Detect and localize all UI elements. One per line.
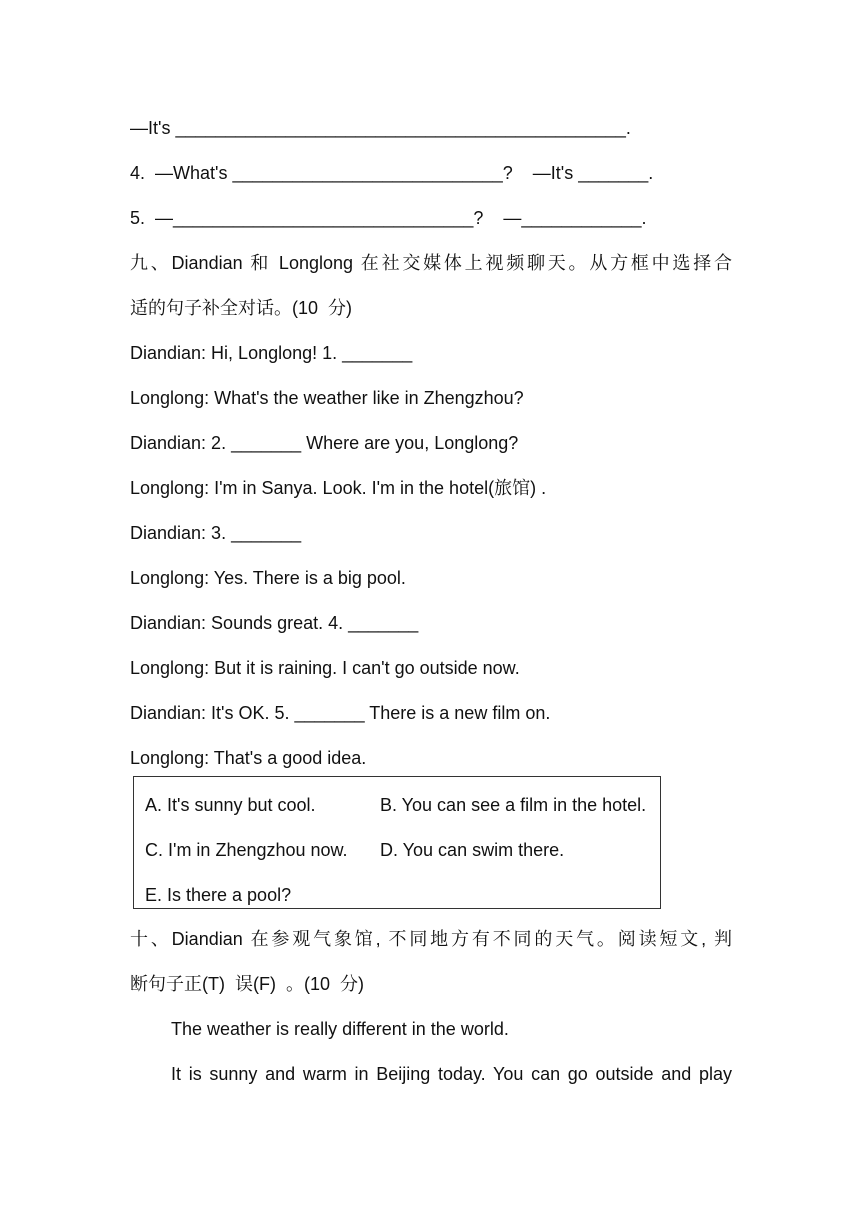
q8-answer-line: —It's _____________________________________________. <box>130 118 631 138</box>
section9-heading-cont: 适的句子补全对话。(10 分) <box>130 298 353 318</box>
dialogue-line: Diandian: It's OK. 5. _______ There is a new film on. <box>130 703 551 723</box>
section9-heading: 九、Diandian 和 Longlong 在社交媒体上视频聊天。从方框中选择合 <box>130 253 732 273</box>
option-a: A. It's sunny but cool. <box>145 795 316 815</box>
dialogue-line: Longlong: What's the weather like in Zhengzhou? <box>130 388 524 408</box>
section10-heading-cont: 断句子正(T) 误(F) 。(10 分) <box>130 974 364 994</box>
dialogue-line: Longlong: That's a good idea. <box>130 748 367 768</box>
section10-heading: 十、Diandian 在参观气象馆, 不同地方有不同的天气。阅读短文, 判 <box>130 929 732 949</box>
passage-paragraph: It is sunny and warm in Beijing today. You can go outside and play <box>171 1064 732 1084</box>
dialogue-line: Longlong: But it is raining. I can't go outside now. <box>130 658 520 678</box>
options-box <box>133 776 661 909</box>
passage-paragraph: The weather is really different in the world. <box>171 1019 509 1039</box>
dialogue-line: Longlong: Yes. There is a big pool. <box>130 568 406 588</box>
dialogue-line: Diandian: Hi, Longlong! 1. _______ <box>130 343 413 363</box>
option-b: B. You can see a film in the hotel. <box>380 795 647 815</box>
dialogue-line: Diandian: Sounds great. 4. _______ <box>130 613 419 633</box>
dialogue-line: Longlong: I'm in Sanya. Look. I'm in the hotel(旅馆) . <box>130 478 547 498</box>
option-c: C. I'm in Zhengzhou now. <box>145 840 348 860</box>
dialogue-line: Diandian: 2. _______ Where are you, Longlong? <box>130 433 519 453</box>
q8-item-4: 4. —What's ___________________________? —It's _______. <box>130 163 654 183</box>
dialogue-line: Diandian: 3. _______ <box>130 523 302 543</box>
option-d: D. You can swim there. <box>380 840 565 860</box>
option-e: E. Is there a pool? <box>145 885 292 905</box>
q8-item-5: 5. —______________________________? —____________. <box>130 208 647 228</box>
